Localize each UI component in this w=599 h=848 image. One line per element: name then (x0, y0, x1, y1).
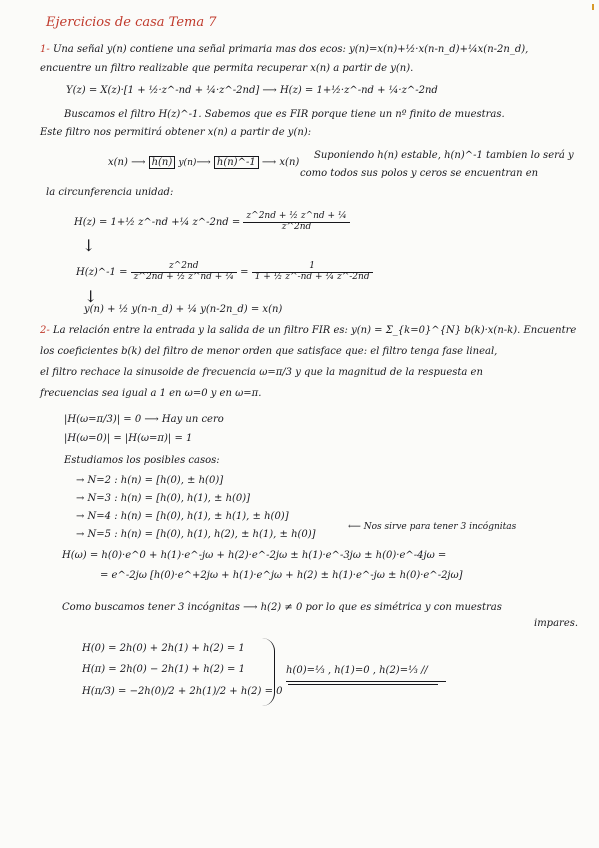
diagram-output: x(n) (279, 157, 300, 168)
hz-fraction (243, 212, 349, 233)
ex2-statement-text-1: La relación entre la entrada y la salida de un filtro FIR es: y(n) = Σ_{k=0}^{N} b(k)·x(n-k). Encuentre (52, 325, 577, 336)
ex2-system-eq-3: H(π/3) = −2h(0)/2 + 2h(1)/2 + h(2) = 0 (82, 686, 283, 697)
ex2-case-n2: → N=2 : h(n) = [h(0), ± h(0)] (76, 475, 224, 486)
ex1-text-1: Buscamos el filtro H(z)^-1. Sabemos que es FIR porque tiene un nº finito de muestras. (64, 109, 505, 120)
ex1-note-3: la circunferencia unidad: (46, 187, 174, 198)
ex1-text-2: Este filtro nos permitirá obtener x(n) a partir de y(n): (40, 127, 312, 138)
down-arrow-2: ↓ (84, 287, 98, 306)
ex2-case-note: ⟵ Nos sirve para tener 3 incógnitas (348, 522, 517, 532)
ex2-hw-line-1: H(ω) = h(0)·e^0 + h(1)·e^-jω + h(2)·e^-2jω ± h(1)·e^-3jω ± h(0)·e^-4jω = (62, 550, 447, 561)
hz-numerator: z^2nd + ½ z^nd + ¼ (243, 212, 349, 223)
diagram-block-h: h(n) (149, 156, 176, 169)
diagram-block-hinv: h(n)^-1 (214, 156, 259, 169)
ex1-note-1: Suponiendo h(n) estable, h(n)^-1 tambien lo será y (314, 150, 574, 161)
solution-underline-1 (286, 681, 446, 682)
ex2-case-n5: → N=5 : h(n) = [h(0), h(1), h(2), ± h(1), ± h(0)] (76, 529, 316, 540)
ex2-system-eq-1: H(0) = 2h(0) + 2h(1) + h(2) = 1 (82, 643, 245, 654)
solution-underline-2 (288, 684, 438, 685)
ex2-statement-line-4: frecuencias sea igual a 1 en ω=0 y en ω=π. (40, 388, 262, 399)
ex1-hz-expression (74, 212, 350, 233)
ex2-statement-line-3: el filtro rechace la sinusoide de frecuencia ω=π/3 y que la magnitud de la respuesta en (40, 367, 483, 378)
ex2-system-eq-2: H(π) = 2h(0) − 2h(1) + h(2) = 1 (82, 664, 245, 675)
ex2-cases-intro: Estudiamos los posibles casos: (64, 455, 220, 466)
ex1-z-equation: Y(z) = X(z)·[1 + ½·z^-nd + ¼·z^-2nd] ⟶ H(z) = 1+½·z^-nd + ¼·z^-2nd (66, 85, 438, 96)
hinv-denominator-1: z^2nd + ½ z^nd + ¼ (133, 271, 234, 282)
ex1-recursion: y(n) + ½ y(n-n_d) + ¼ y(n-2n_d) = x(n) (84, 304, 283, 315)
ex1-block-diagram: x(n) ⟶ h(n) y(n)⟶ h(n)^-1 ⟶ x(n) (108, 157, 300, 168)
hinv-numerator-2: 1 (252, 262, 373, 273)
diagram-mid-signal: y(n) (178, 158, 197, 168)
system-brace (262, 638, 275, 706)
hinv-numerator-1: z^2nd (131, 262, 237, 273)
ex1-note-2: como todos sus polos y ceros se encuentran en (300, 168, 539, 179)
ex2-solution: h(0)=⅓ , h(1)=0 , h(2)=⅓ // (286, 665, 428, 676)
ex1-hinv-expression (76, 262, 373, 283)
ex2-condition-2: |H(ω=0)| = |H(ω=π)| = 1 (64, 433, 193, 444)
ex2-statement-line-2: los coeficientes b(k) del filtro de menor orden que satisface que: el filtro tenga fase lineal, (40, 346, 498, 357)
hinv-fraction-2 (252, 262, 373, 283)
hz-denominator: z^2nd (281, 221, 312, 232)
hinv-denominator-2: 1 + ½ z^-nd + ¼ z^-2nd (254, 271, 370, 282)
hz-lhs: H(z) = 1+½ z^-nd +¼ z^-2nd = (74, 216, 241, 228)
hinv-fraction-1 (131, 262, 237, 283)
ex2-statement-line-1 (40, 325, 576, 336)
ex2-number: 2- (40, 325, 50, 336)
margin-mark (592, 4, 594, 10)
hinv-lhs: H(z)^-1 = (76, 266, 128, 278)
down-arrow-1: ↓ (82, 236, 96, 255)
ex2-hw-line-2: = e^-2jω [h(0)·e^+2jω + h(1)·e^jω + h(2) ± h(1)·e^-jω ± h(0)·e^-2jω] (100, 570, 463, 581)
ex2-condition-1: |H(ω=π/3)| = 0 ⟶ Hay un cero (64, 414, 224, 425)
ex2-case-n4: → N=4 : h(n) = [h(0), h(1), ± h(1), ± h(0)] (76, 511, 289, 522)
ex2-conclusion-1: Como buscamos tener 3 incógnitas ⟶ h(2) ≠ 0 por lo que es simétrica y con muestras (62, 602, 502, 613)
diagram-input: x(n) (108, 157, 128, 168)
ex1-statement-text-1: Una señal y(n) contiene una señal primaria mas dos ecos: y(n)=x(n)+½·x(n-n_d)+¼x(n-2n_d), (52, 44, 529, 55)
page-title: Ejercicios de casa Tema 7 (46, 15, 217, 30)
ex1-statement-line-2: encuentre un filtro realizable que permita recuperar x(n) a partir de y(n). (40, 63, 414, 74)
ex2-conclusion-2: impares. (534, 618, 579, 629)
hinv-equals: = (240, 266, 249, 278)
ex1-number: 1- (40, 44, 50, 55)
ex2-case-n3: → N=3 : h(n) = [h(0), h(1), ± h(0)] (76, 493, 251, 504)
ex1-statement-line-1 (40, 44, 528, 55)
